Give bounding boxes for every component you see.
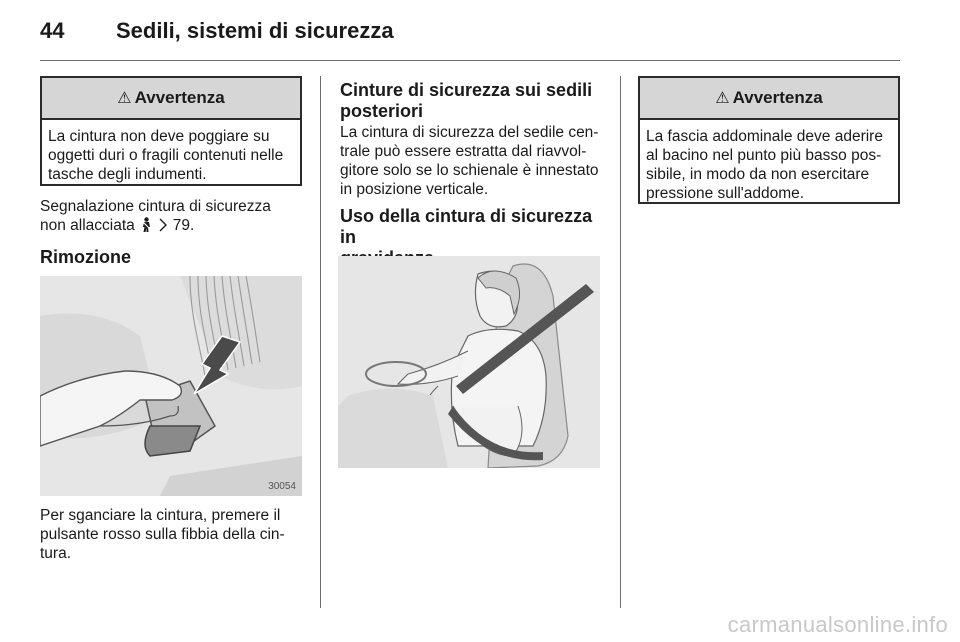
watermark: carmanualsonline.info — [727, 612, 948, 637]
warning-line: La fascia addominale deve aderire — [646, 128, 883, 145]
text-line: Per sganciare la cintura, premere il — [40, 507, 281, 524]
warning-triangle-icon: ⚠ — [117, 90, 132, 107]
page-reference-arrow-icon — [158, 218, 168, 237]
warning-line: La cintura non deve poggiare su — [48, 128, 270, 145]
page-number: 44 — [40, 18, 65, 43]
heading-line: Uso della cintura di sicurezza in — [340, 206, 593, 247]
warning-line: oggetti duri o fragili contenuti nelle — [48, 147, 284, 164]
page-title: Sedili, sistemi di sicurezza — [116, 18, 394, 43]
warning-header — [42, 78, 300, 120]
warning-text — [42, 120, 300, 184]
warning-text — [640, 120, 898, 203]
heading-line: posteriori — [340, 101, 424, 121]
text-line: non allacciata — [40, 217, 135, 234]
rear-seatbelt-paragraph — [340, 123, 610, 199]
text-line: pulsante rosso sulla fibbia della cin- — [40, 526, 285, 543]
column-divider-right — [620, 76, 621, 608]
seatbelt-warning-icon — [141, 217, 152, 238]
pregnancy-seatbelt-illustration — [338, 256, 600, 468]
heading-removal: Rimozione — [40, 247, 132, 267]
warning-line: sibile, in modo da non esercitare — [646, 166, 870, 183]
warning-line: pressione sull'addome. — [646, 185, 805, 202]
header-rule — [40, 60, 900, 61]
page-reference[interactable]: 79. — [172, 217, 195, 234]
text-line: La cintura di sicurezza del sedile cen- — [340, 124, 599, 141]
buckle-release-illustration — [40, 276, 302, 496]
text-line: trale può essere estratta dal riavvol- — [340, 143, 587, 160]
warning-line: al bacino nel punto più basso pos- — [646, 147, 882, 164]
warning-header — [640, 78, 898, 120]
text-line: tura. — [40, 545, 72, 562]
release-paragraph — [40, 506, 310, 563]
warning-title: Avvertenza — [134, 88, 225, 107]
text-line: gitore solo se lo schienale è innestato — [340, 162, 599, 179]
warning-box-right — [638, 76, 900, 204]
warning-triangle-icon: ⚠ — [715, 90, 730, 107]
text-line: in posizione verticale. — [340, 181, 489, 198]
heading-rear-seatbelts — [340, 80, 610, 122]
seatbelt-signal-paragraph — [40, 197, 310, 238]
warning-box-left — [40, 76, 302, 186]
warning-line: tasche degli indumenti. — [48, 166, 207, 183]
figure-number: 30054 — [268, 481, 296, 492]
column-divider-left — [320, 76, 321, 608]
warning-title: Avvertenza — [732, 88, 823, 107]
heading-line: Cinture di sicurezza sui sedili — [340, 80, 593, 100]
text-line: Segnalazione cintura di sicurezza — [40, 198, 271, 215]
